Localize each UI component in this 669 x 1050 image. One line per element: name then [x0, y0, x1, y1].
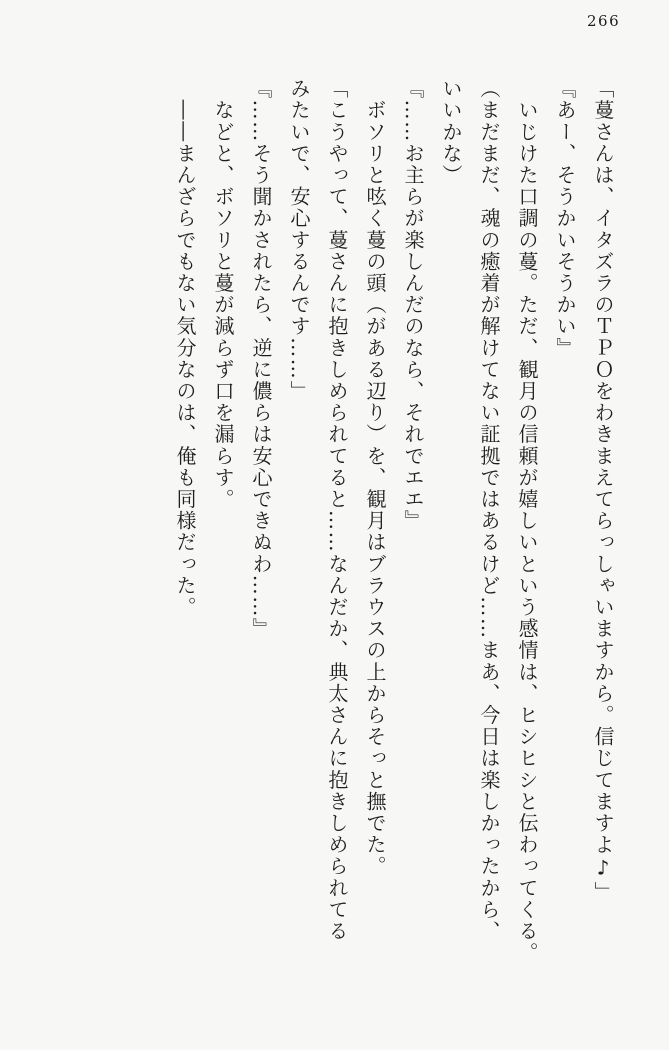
- text-line: 『……そう聞かされたら、逆に儂らは安心できぬわ……』: [249, 78, 273, 640]
- text-line: 「こうやって、蔓さんに抱きしめられてると……なんだか、典太さんに抱きしめられてる: [325, 78, 349, 942]
- vertical-text-block: [166, 78, 622, 964]
- text-line: ボソリと呟く蔓の頭（がある辺り）を、観月はブラウスの上からそっと撫でた。: [363, 78, 387, 878]
- text-line: ――まんざらでもない気分なのは、俺も同様だった。: [173, 78, 197, 618]
- text-line: 『……お主らが楽しんだのなら、それでエエ』: [401, 78, 425, 532]
- text-line: みたいで、安心するんです……」: [287, 78, 311, 402]
- text-line: いいかな）: [439, 78, 463, 186]
- text-line: 「蔓さんは、イタズラのＴＰＯをわきまえてらっしゃいますから。信じてますよ♪」: [591, 78, 615, 903]
- text-line: いじけた口調の蔓。ただ、観月の信頼が嬉しいという感情は、ヒシヒシと伝わってくる。: [515, 78, 539, 964]
- text-line: などと、ボソリと蔓が減らず口を漏らす。: [211, 78, 235, 510]
- page-number: 266: [587, 12, 621, 30]
- text-line: （まだまだ、魂の癒着が解けてない証拠ではあるけど……まあ、今日は楽しかったから、: [477, 78, 501, 942]
- text-line: 『あー、そうかいそうかい』: [553, 78, 577, 359]
